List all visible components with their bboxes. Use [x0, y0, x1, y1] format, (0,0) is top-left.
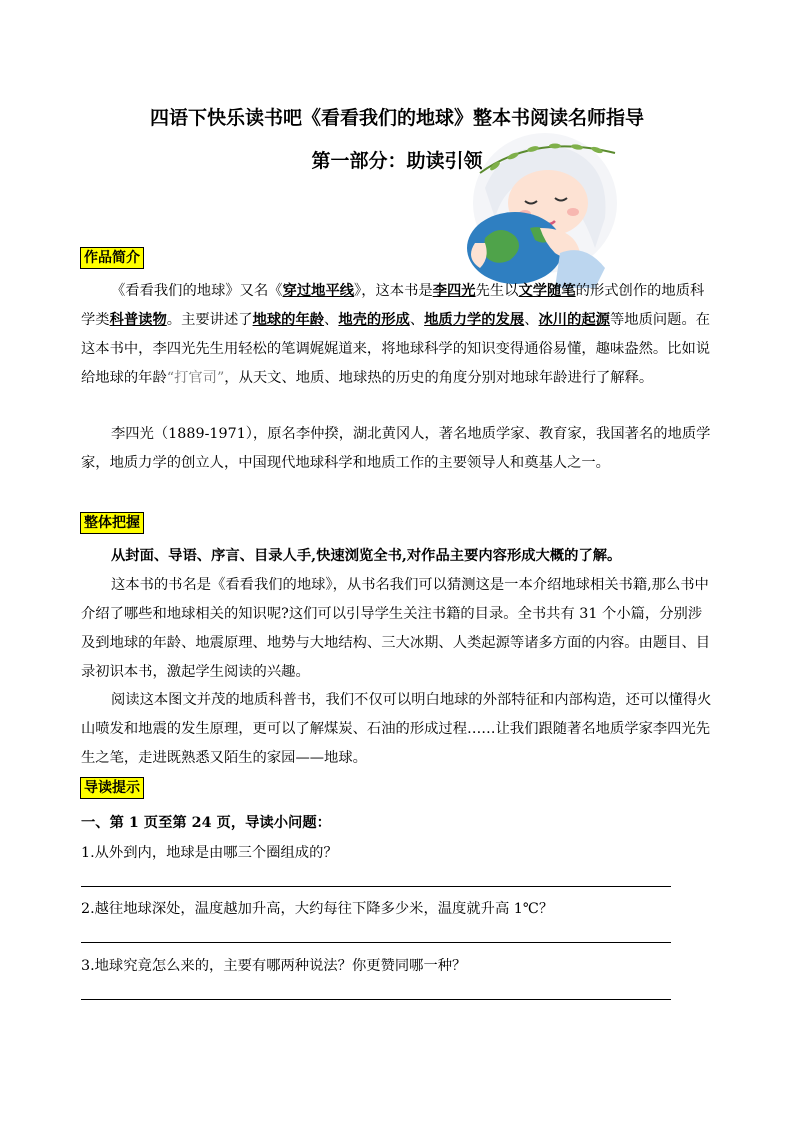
section-tag-intro: 作品简介 [80, 247, 144, 269]
intro-paragraph-1: 《看看我们的地球》又名《穿过地平线》，这本书是李四光先生以文学随笔的形式创作的地质科学类科普读物。主要讲述了地球的年龄、地壳的形成、地质力学的发展、冰川的起源等地质问题。在这本书中，李四光先生用轻松的笔调娓娓道来，将地球科学的知识变得通俗易懂，趣味盎然。比如说给地球的年龄“打官司”，从天文、地质、地球热的历史的角度分别对地球年龄进行了解释。 [81, 283, 711, 386]
overall-lead: 从封面、导语、序言、目录人手,快速浏览全书,对作品主要内容形成大概的了解。 [111, 548, 622, 564]
genre: 科普读物 [109, 312, 167, 328]
answer-line-3[interactable] [81, 999, 671, 1000]
overall-paragraph-2: 阅读这本图文并茂的地质科普书，我们不仅可以明白地球的外部特征和内部构造，还可以懂得火山喷发和地震的发生原理，更可以了解煤炭、石油的形成过程……让我们跟随著名地质学家李四光先生之笔，走进既熟悉又陌生的家园——地球。 [81, 692, 712, 766]
section-tag-overall: 整体把握 [80, 512, 144, 534]
topic-4: 冰川的起源 [538, 312, 610, 328]
question-1: 1.从外到内，地球是由哪三个圈组成的？ [81, 845, 338, 861]
literary-style: 文学随笔 [518, 283, 576, 299]
topic-2: 地壳的形成 [338, 312, 410, 328]
question-2: 2.越往地球深处，温度越加升高，大约每往下降多少米，温度就升高 1℃？ [81, 901, 554, 917]
topic-3: 地质力学的发展 [424, 312, 525, 328]
page-title: 四语下快乐读书吧《看看我们的地球》整本书阅读名师指导 [149, 107, 644, 129]
section-tag-guide: 导读提示 [80, 777, 144, 799]
answer-line-1[interactable] [81, 886, 671, 887]
overall-paragraph-1: 这本书的书名是《看看我们的地球》，从书名我们可以猜测这是一本介绍地球相关书籍,那么书中介绍了哪些和地球相关的知识呢?这们可以引导学生关注书籍的目录。全书共有 31 个小篇，分别涉及到地球的年龄、地震原理、地势与大地结构、三大冰期、人类起源等诸多方面的内容。由题目、目录初识本书，激起学生阅读的兴趣。 [81, 577, 711, 680]
topic-1: 地球的年龄 [252, 312, 325, 328]
author-name: 李四光 [432, 283, 476, 299]
answer-line-2[interactable] [81, 942, 671, 943]
page-subtitle: 第一部分：助读引领 [311, 150, 483, 172]
intro-paragraph-2: 李四光（1889-1971），原名李仲揆，湖北黄冈人，著名地质学家、教育家，我国著名的地质学家，地质力学的创立人，中国现代地球科学和地质工作的主要领导人和奠基人之一。 [81, 426, 711, 471]
guide-heading: 一、第 1 页至第 24 页，导读小问题： [81, 815, 331, 831]
book-alias: 穿过地平线 [282, 283, 355, 299]
quote-text: “打官司” [166, 370, 225, 386]
girl-hugging-earth-illustration [445, 128, 627, 290]
question-3: 3.地球究竟怎么来的，主要有哪两种说法？你更赞同哪一种？ [81, 958, 467, 974]
